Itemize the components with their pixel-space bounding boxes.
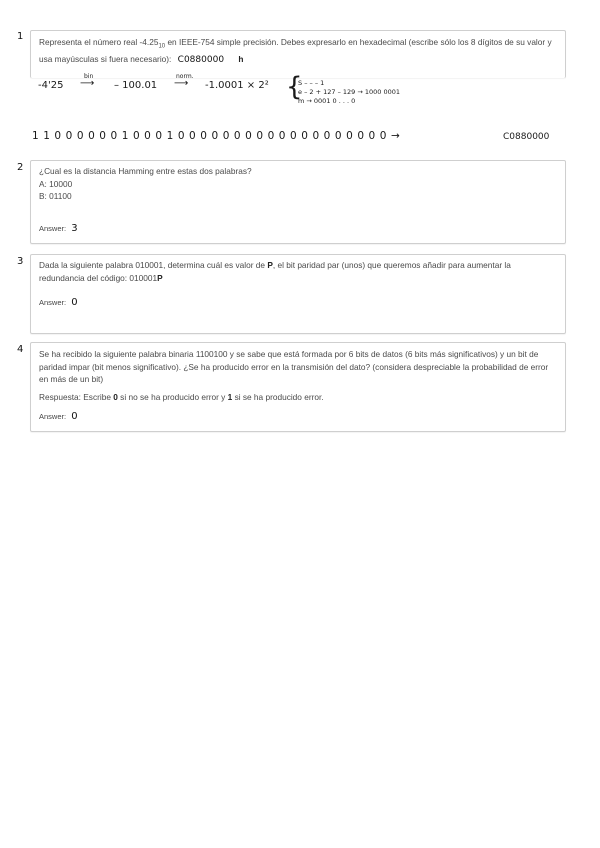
question-3-answer[interactable]: 0 — [71, 297, 78, 308]
answer-label: Answer: — [39, 224, 67, 233]
hex-suffix: h — [238, 54, 244, 65]
question-1-text: Representa el número real $-4.25_{10}$ en IEEE-754 simple precisión. Debes expresarlo en hexadecimal (escribe sólo los 8 dígitos de su valor y usa mayúsculas si fuera necesario): C0880000 h — [39, 37, 552, 66]
hw-brace: { — [286, 72, 303, 102]
hw-step1-label: bin — [84, 73, 94, 80]
question-3-text: Dada la siguiente palabra 010001, determina cuál es valor de P, el bit paridad par (unos) que queremos añadir para aumentar la redundancia del código: 010001P — [39, 260, 511, 283]
question-4-instructions: Respuesta: Escribe 0 si no se ha producido error y 1 si se ha producido error. — [39, 391, 324, 402]
hw-step2: – 100.01 — [114, 80, 158, 91]
hw-sign: S – – – 1 — [298, 79, 325, 87]
question-2-text: ¿Cual es la distancia Hamming entre estas dos palabras? A: 10000 B: 01100 — [39, 166, 252, 201]
hw-step3: -1.0001 × 2² — [205, 80, 269, 91]
question-number-4: 4 — [17, 344, 24, 355]
answer-label: Answer: — [39, 412, 67, 421]
question-4-text: Se ha recibido la siguiente palabra binaria 1100100 y se sabe que está formada por 6 bits de datos (6 bits más significativos) y un bit de paridad impar (bit menos significativo). ¿Se ha producido error en la transmisión del dato? (considera despreciable la probabilidad de error en más de un bit) Respuesta: Escribe 0 si no se ha producido error y 1 si se ha producido error. — [39, 348, 557, 403]
question-3-answer-row — [39, 297, 78, 308]
question-1-answer[interactable]: C0880000 — [177, 55, 225, 66]
question-2-box — [30, 160, 566, 244]
hw-exponent: e – 2 + 127 – 129 → 1000 0001 — [298, 88, 401, 96]
question-1-box — [30, 30, 566, 78]
question-4-answer[interactable]: 0 — [71, 411, 78, 422]
hw-arrow-1: ⟶ — [80, 78, 95, 89]
answer-label: Answer: — [39, 298, 67, 307]
hw-mantissa: m → 0001 0 . . . 0 — [298, 97, 356, 105]
question-number-3: 3 — [17, 256, 24, 267]
question-number-2: 2 — [17, 162, 24, 173]
question-2-answer-row — [39, 223, 78, 234]
question-4-box — [30, 342, 566, 432]
question-4-answer-row — [39, 411, 78, 422]
hw-arrow-2: ⟶ — [174, 78, 189, 89]
question-3-box — [30, 254, 566, 334]
hw-binary-line: 1 1 0 0 0 0 0 0 1 0 0 0 1 0 0 0 0 0 0 0 0 0 0 0 0 0 0 0 0 0 0 0 → — [32, 130, 401, 142]
question-number-1: 1 — [17, 31, 24, 42]
question-2-answer[interactable]: 3 — [71, 223, 78, 234]
hw-step2-label: norm. — [176, 73, 194, 80]
hw-step1: -4'25 — [38, 80, 64, 91]
hw-binary-result: C0880000 — [503, 132, 550, 142]
